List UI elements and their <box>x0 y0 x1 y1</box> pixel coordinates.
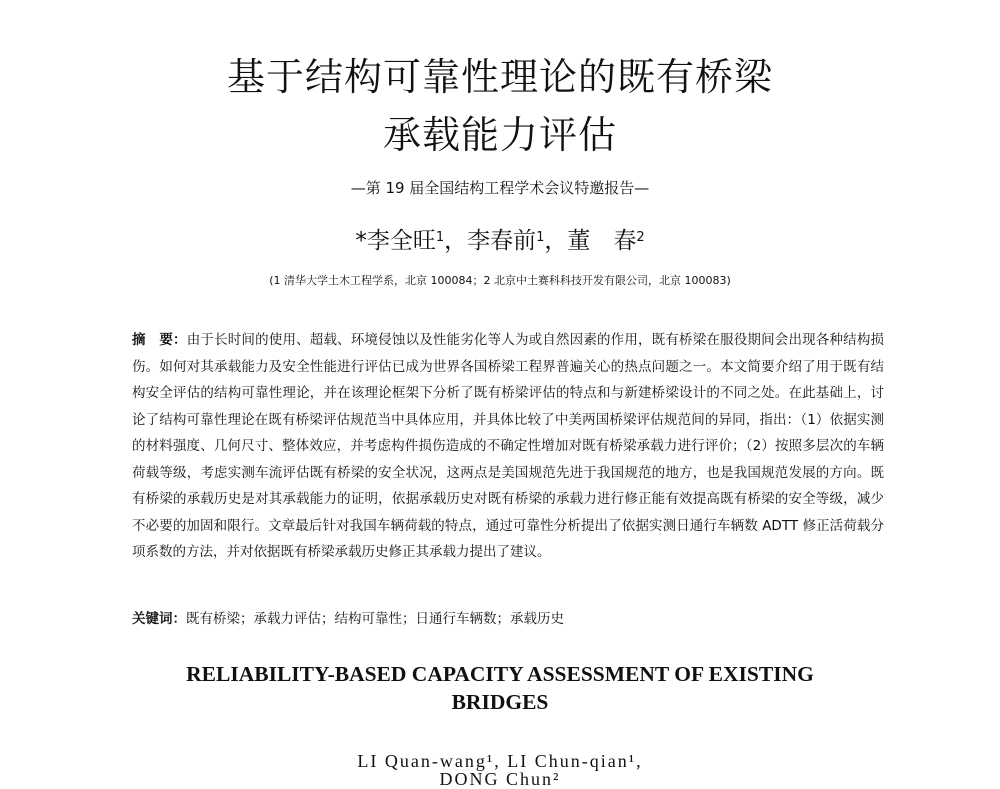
english-authors: LI Quan-wang¹, LI Chun-qian¹, DONG Chun² <box>357 751 643 789</box>
keywords-text: 既有桥梁；承载力评估；结构可靠性；日通行车辆数；承载历史 <box>186 611 564 627</box>
paper-title-line-2: 承载能力评估 <box>382 113 617 157</box>
keywords <box>132 607 884 631</box>
author-affil-mark: 1 <box>435 230 445 245</box>
author-affil-mark: 2 <box>636 230 645 245</box>
english-authors-cutoff <box>330 748 670 789</box>
author-name: *李全旺 <box>355 228 436 254</box>
english-title-line-1: RELIABILITY-BASED CAPACITY ASSESSMENT OF EXISTING <box>186 662 814 686</box>
keywords-label: 关键词： <box>132 611 186 627</box>
author-name: 董 春 <box>567 228 637 254</box>
paper-title-line-1: 基于结构可靠性理论的既有桥梁 <box>226 55 773 99</box>
abstract-label: 摘 要： <box>132 332 187 348</box>
english-title <box>0 660 1000 716</box>
author-list <box>0 226 1000 256</box>
author-name: 李春前 <box>467 228 537 254</box>
affiliation: (1 清华大学土木工程学系，北京 100084；2 北京中土赛科科技开发有限公司，北京 100083) <box>269 274 731 287</box>
abstract-text: 由于长时间的使用、超载、环境侵蚀以及性能劣化等人为或自然因素的作用，既有桥梁在服役期间会出现各种结构损伤。如何对其承载能力及安全性能进行评估已成为世界各国桥梁工程界普遍关心的热点问题之一。本文简要介绍了用于既有结构安全评估的结构可靠性理论，并在该理论框架下分析了既有桥梁评估的特点和与新建桥梁设计的不同之处。在此基础上，讨论了结构可靠性理论在既有桥梁评估规范当中具体应用，并具体比较了中美两国桥梁评估规范间的异同，指出：（1）依据实测的材料强度、几何尺寸、整体效应，并考虑构件损伤造成的不确定性增加对既有桥梁承载力进行评价；（2）按照多层次的车辆荷载等级，考虑实测车流评估既有桥梁的安全状况，这两点是美国规范先进于我国规范的地方，也是我国规范发展的方向。既有桥梁的承载历史是对其承载能力的证明，依据承载历史对既有桥梁的承载力进行修正能有效提高既有桥梁的安全等级，减少不必要的加固和限行。文章最后针对我国车辆荷载的特点，通过可靠性分析提出了依据实测日通行车辆数 ADTT 修正活荷载分项系数的方法，并对依据既有桥梁承载历史修正其承载力提出了建议。 <box>132 332 885 560</box>
author-separator: ， <box>544 228 568 254</box>
paper-subtitle: —第 19 届全国结构工程学术会议特邀报告— <box>350 179 650 197</box>
abstract <box>132 327 884 566</box>
english-title-line-2: BRIDGES <box>451 690 549 714</box>
author-separator: ， <box>444 228 468 254</box>
author-affil-mark: 1 <box>536 230 545 245</box>
